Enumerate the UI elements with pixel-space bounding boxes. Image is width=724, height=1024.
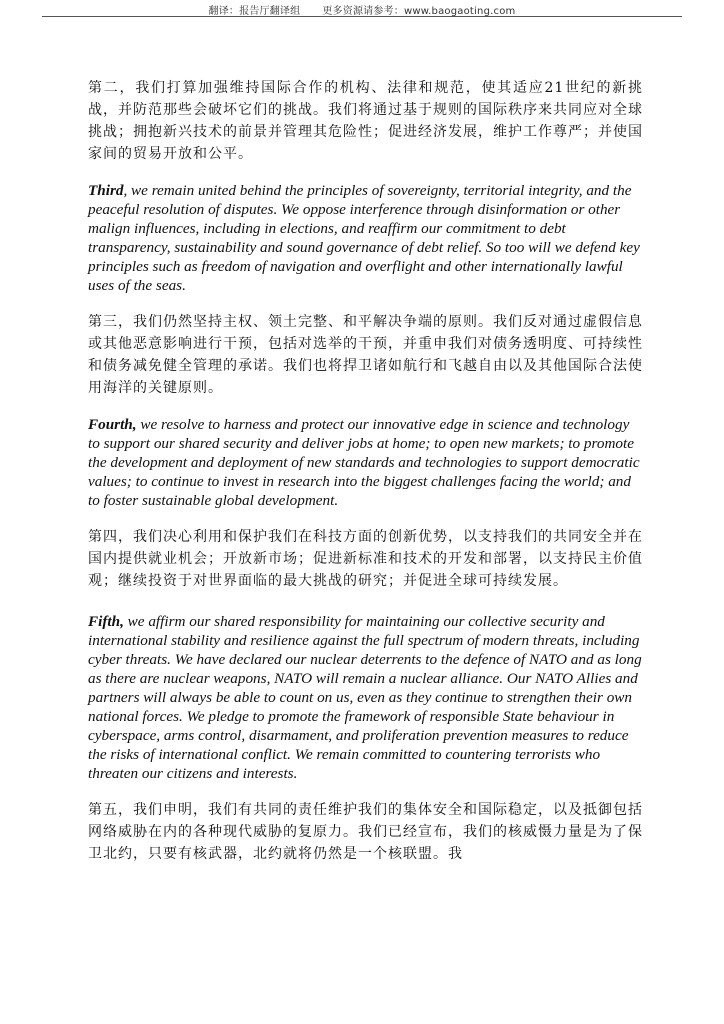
paragraph-third-zh: 第三，我们仍然坚持主权、领土完整、和平解决争端的原则。我们反对通过虚假信息或其他恶意影响进行干预，包括对选举的干预，并重申我们对债务透明度、可持续性和债务减免健全管理的承诺。我们也将捍卫诸如航行和飞越自由以及其他国际合法使用海洋的关键原则。 xyxy=(88,314,643,396)
lead-fifth: Fifth, xyxy=(88,613,124,630)
paragraph-third-en xyxy=(88,181,643,295)
paragraph-fourth-en xyxy=(88,415,643,510)
paragraph-second-zh: 第二，我们打算加强维持国际合作的机构、法律和规范，使其适应21世纪的新挑战，并防范那些会破坏它们的挑战。我们将通过基于规则的国际秩序来共同应对全球挑战；拥抱新兴技术的前景并管理其危险性；促进经济发展，维护工作尊严；并使国家间的贸易开放和公平。 xyxy=(88,80,643,162)
lead-third: Third xyxy=(88,182,124,199)
paragraph-fifth-en xyxy=(88,612,643,783)
resources-note: 更多资源请参考：www.baogaoting.com xyxy=(322,6,516,17)
lead-fourth: Fourth, xyxy=(88,416,137,433)
paragraph-third-text: , we remain united behind the principles of sovereignty, territorial integrity, and the peaceful resolution of disputes. We oppose interference through disinformation or other malign influences, including in elections, and reaffirm our commitment to debt transparency, sustainability and sound governance of debt relief. So too will we defend key principles such as freedom of navigation and overflight and other internationally lawful uses of the seas. xyxy=(88,182,640,294)
paragraph-fifth-zh: 第五，我们申明，我们有共同的责任维护我们的集体安全和国际稳定，以及抵御包括网络威胁在内的各种现代威胁的复原力。我们已经宣布，我们的核威慑力量是为了保卫北约，只要有核武器，北约就将仍然是一个核联盟。我 xyxy=(88,802,643,862)
page-header xyxy=(0,2,724,17)
header-rule xyxy=(42,16,682,17)
document-body xyxy=(88,77,643,881)
paragraph-fifth-text: we affirm our shared responsibility for maintaining our collective security and international stability and resilience against the full spectrum of modern threats, including cyber threats. We have declared our nuclear deterrents to the defence of NATO and as long as there are nuclear weapons, NATO will remain a nuclear alliance. Our NATO Allies and partners will always be able to count on us, even as they continue to strengthen their own national forces. We pledge to promote the framework of responsible State behaviour in cyberspace, arms control, disarmament, and proliferation prevention measures to reduce the risks of international conflict. We remain committed to countering terrorists who threaten our citizens and interests. xyxy=(88,613,642,782)
paragraph-fourth-text: we resolve to harness and protect our innovative edge in science and technology to support our shared security and deliver jobs at home; to open new markets; to promote the development and deployment of new standards and technologies to support democratic values; to continue to invest in research into the biggest challenges facing the world; and to foster sustainable global development. xyxy=(88,416,640,509)
translation-note: 翻译：报告厅翻译组 xyxy=(208,6,301,17)
paragraph-fourth-zh: 第四，我们决心利用和保护我们在科技方面的创新优势，以支持我们的共同安全并在国内提供就业机会；开放新市场；促进新标准和技术的开发和部署，以支持民主价值观；继续投资于对世界面临的最大挑战的研究；并促进全球可持续发展。 xyxy=(88,529,643,589)
